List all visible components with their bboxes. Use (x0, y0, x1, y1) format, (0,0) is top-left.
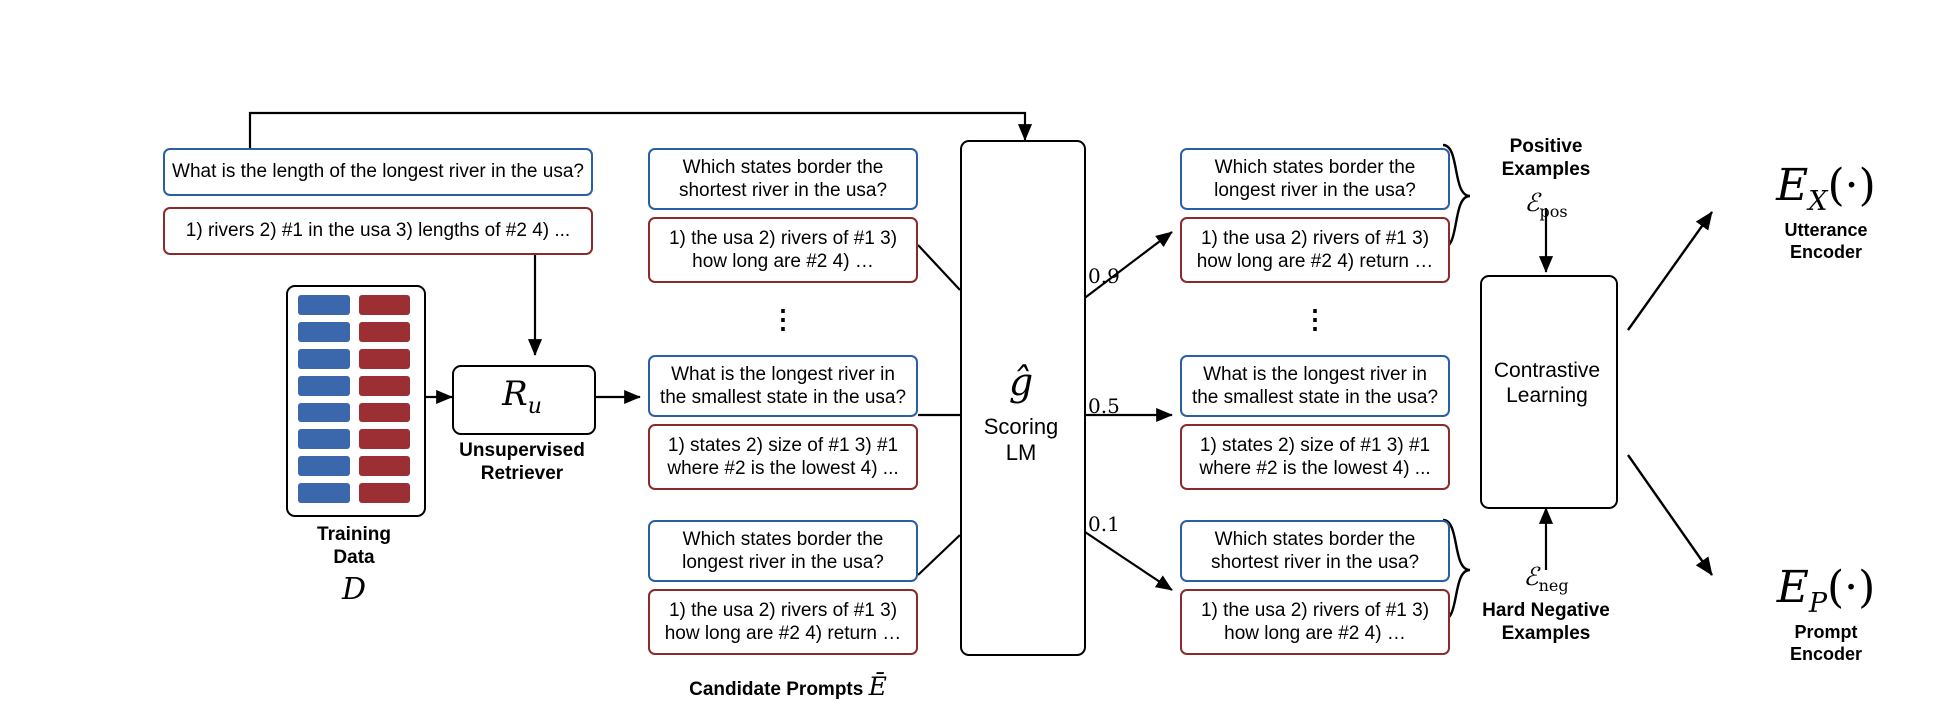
retriever-label-line2: Retriever (480, 462, 564, 484)
utterance-encoder-subscript: X (1808, 185, 1828, 217)
utterance-encoder-line2: Encoder (1789, 241, 1863, 262)
training-data-chips (298, 295, 410, 503)
scoring-lm-label-line2: LM (1005, 440, 1037, 466)
training-chip-program (359, 456, 411, 476)
score-1: 0.9 (1088, 264, 1120, 288)
training-chip-program (359, 429, 411, 449)
training-data-label (274, 524, 434, 570)
candidate-3-utterance: Which states border the longest river in the usa? (648, 520, 918, 582)
training-chip-program (359, 349, 411, 369)
candidate-2-utterance: What is the longest river in the smallest state in the usa? (648, 355, 918, 417)
scoring-lm-symbol: ĝ (1008, 360, 1034, 404)
utterance-encoder-label (1706, 220, 1946, 263)
utterance-encoder-symbol: $E_X(\cdot)$ (1776, 160, 1876, 217)
ranked-1-program: 1) the usa 2) rivers of #1 3) how long are #2 4) return … (1180, 217, 1450, 283)
positive-examples-line2: Examples (1501, 158, 1591, 180)
candidate-2-program: 1) states 2) size of #1 3) #1 where #2 is the lowest 4) ... (648, 424, 918, 490)
training-chip-utterance (298, 295, 350, 315)
training-data-symbol: D (341, 572, 367, 607)
negative-examples-subscript: neg (1538, 576, 1569, 595)
ranked-vertical-dots: ⋮ (1302, 304, 1328, 334)
contrastive-line2: Learning (1506, 384, 1588, 408)
ranked-2-program: 1) states 2) size of #1 3) #1 where #2 is the lowest 4) ... (1180, 424, 1450, 490)
retriever-subscript: u (527, 393, 542, 419)
training-chip-program (359, 376, 411, 396)
training-chip-utterance (298, 456, 350, 476)
training-chip-program (359, 295, 411, 315)
training-chip-program (359, 322, 411, 342)
training-chip-program (359, 403, 411, 423)
candidate-1-utterance: Which states border the shortest river in the usa? (648, 148, 918, 210)
candidate-prompts-caption-text: Candidate Prompts (689, 679, 864, 700)
candidate-1-program: 1) the usa 2) rivers of #1 3) how long are #2 4) … (648, 217, 918, 283)
input-program-text: 1) rivers 2) #1 in the usa 3) lengths of #2 4) ... (185, 220, 571, 242)
positive-examples-line1: Positive (1509, 136, 1583, 157)
hard-negative-line1: Hard Negative (1482, 600, 1610, 621)
training-chip-utterance (298, 403, 350, 423)
training-chip-utterance (298, 322, 350, 342)
training-data-label-line2: Data (333, 546, 375, 568)
training-chip-utterance (298, 429, 350, 449)
ranked-3-program: 1) the usa 2) rivers of #1 3) how long are #2 4) … (1180, 589, 1450, 655)
hard-negative-examples-label (1446, 600, 1646, 646)
positive-examples-symbol: ℰ$_{pos}$ (1524, 188, 1568, 221)
prompt-encoder-subscript: P (1808, 587, 1827, 619)
prompt-encoder-arg: (·) (1826, 562, 1876, 613)
utterance-encoder-line1: Utterance (1784, 220, 1868, 240)
ranked-2-utterance: What is the longest river in the smallest state in the usa? (1180, 355, 1450, 417)
candidate-prompts-caption-symbol: Ē (868, 672, 887, 701)
candidate-prompts-caption (628, 672, 948, 702)
training-chip-utterance (298, 483, 350, 503)
negative-examples-symbol: ℰ$_{neg}$ (1523, 562, 1569, 595)
training-chip-program (359, 483, 411, 503)
input-utterance-text: What is the length of the longest river in the usa? (172, 161, 584, 183)
retriever-symbol: $R_u$ (502, 374, 542, 419)
positive-examples-subscript: pos (1539, 202, 1568, 221)
input-program-box (163, 207, 593, 255)
contrastive-learning-label (1480, 358, 1614, 408)
positive-examples-label (1466, 136, 1626, 182)
training-chip-utterance (298, 376, 350, 396)
prompt-encoder-line1: Prompt (1794, 622, 1858, 642)
hard-negative-line2: Examples (1501, 622, 1591, 644)
score-2: 0.5 (1088, 394, 1120, 418)
scoring-lm-label (960, 414, 1082, 467)
ranked-1-utterance: Which states border the longest river in the usa? (1180, 148, 1450, 210)
prompt-encoder-symbol: $E_P(\cdot)$ (1776, 562, 1876, 619)
retriever-label-line1: Unsupervised (459, 440, 585, 461)
training-data-label-line1: Training (317, 524, 391, 545)
candidate-vertical-dots: ⋮ (770, 304, 796, 334)
candidate-3-program: 1) the usa 2) rivers of #1 3) how long are #2 4) return … (648, 589, 918, 655)
training-chip-utterance (298, 349, 350, 369)
prompt-encoder-label (1706, 622, 1946, 665)
prompt-encoder-line2: Encoder (1789, 643, 1863, 664)
contrastive-line1: Contrastive (1493, 359, 1601, 382)
input-utterance-box (163, 148, 593, 196)
ranked-3-utterance: Which states border the shortest river in the usa? (1180, 520, 1450, 582)
scoring-lm-label-line1: Scoring (983, 414, 1059, 439)
utterance-encoder-arg: (·) (1827, 160, 1876, 211)
score-3: 0.1 (1088, 512, 1120, 536)
unsupervised-retriever-label (437, 440, 607, 486)
